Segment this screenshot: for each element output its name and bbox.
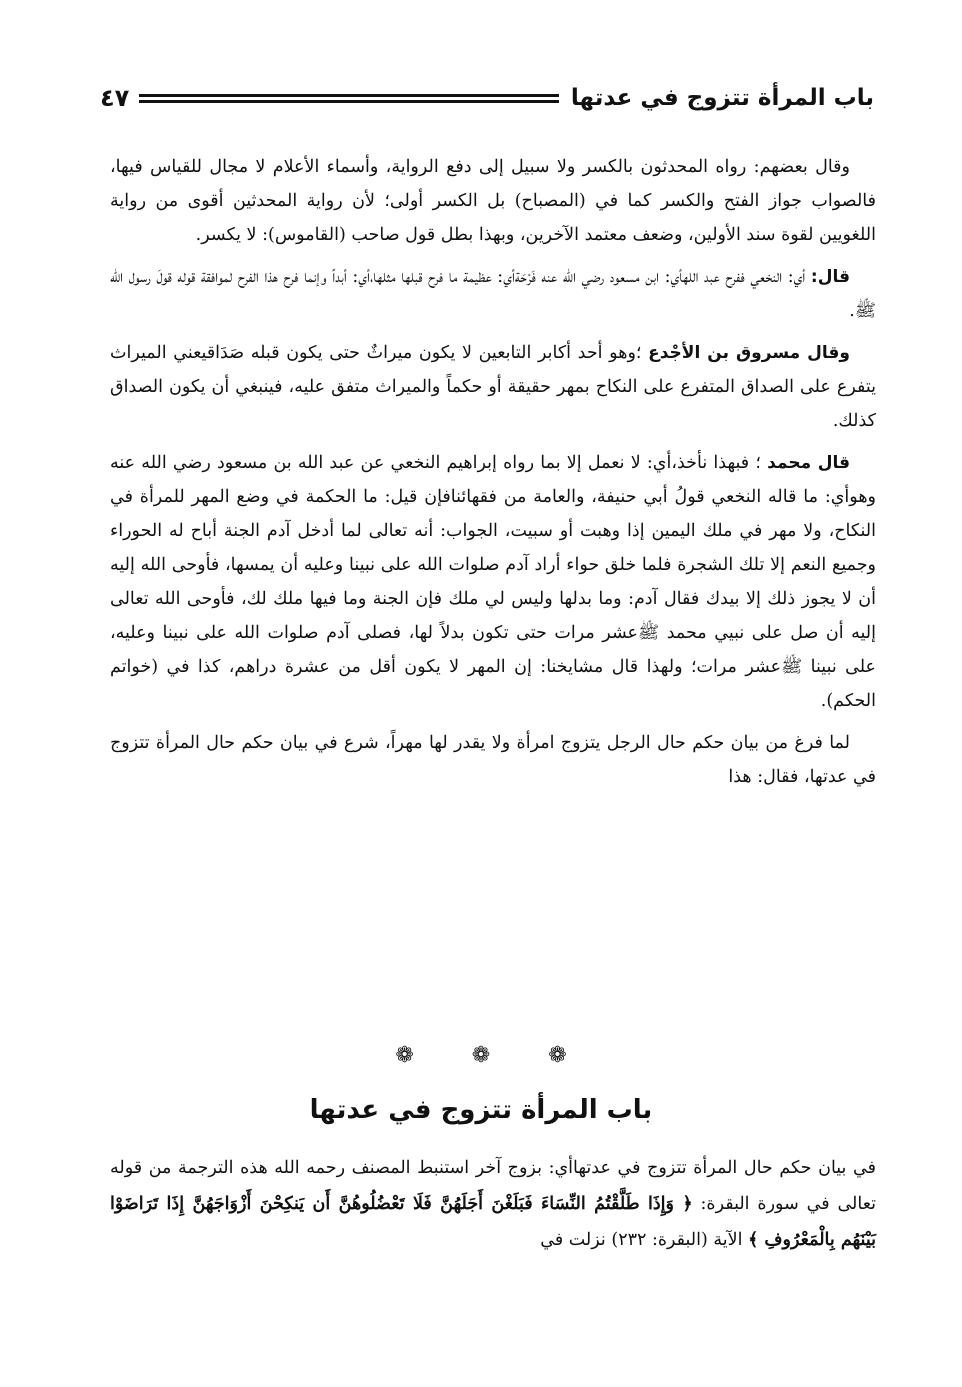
- paragraph-1: [110, 150, 876, 252]
- page-number: ٤٧: [100, 84, 130, 112]
- chapter-intro-end: الآية (البقرة: ٢٣٢) نزلت في: [540, 1230, 749, 1250]
- chapter-intro: [110, 1150, 876, 1258]
- paragraph-5: [110, 726, 876, 794]
- ornament-star-icon: ❁: [395, 1043, 414, 1068]
- quran-verse: ﴿ وَإِذَا طَلَّقْتُمُ النِّسَاءَ فَبَلَغْنَ أَجَلَهُنَّ فَلَا تَعْضُلُوهُنَّ أَن يَنكِحْنَ أَزْوَاجَهُنَّ إِذَا تَرَاضَوْا بَيْنَهُم بِالْمَعْرُوفِ ﴾: [110, 1194, 876, 1250]
- section-separator: [0, 1043, 962, 1069]
- paragraph-2: [110, 260, 876, 328]
- paragraph-4-lead: قال محمد: [767, 453, 850, 473]
- main-text: [110, 150, 876, 794]
- paragraph-4-text: ؛ فبهذا نأخذ،أي: لا نعمل إلا بما رواه إبراهيم النخعي عن عبد الله بن مسعود رضي الله عنه وهوأي: ما قاله النخعي قولُ أبي حنيفة، والعامة من فقهائنافإن قيل: ما الحكمة في وضع المهر للمرأة في النكاح، ولا مهر في ملك اليمين إذا وهبت أو سبيت، الجواب: أنه تعالى لما أدخل آدم الجنة أباح له الحوراء وجميع النعم إلا تلك الشجرة فلما خلق حواء أراد آدم صلوات الله على نبينا وعليه أن يمسها، فأوحى الله إليه أن لا يجوز ذلك إلا بيدك فقال آدم: وما بدلها وليس لي ملك فإن الجنة وما فيها ملك لك، فأوحى الله تعالى إليه أن صل على نبيي محمد ﷺعشر مرات حتى تكون بدلاً لها، فصلى آدم صلوات الله على نبينا وعليه، على نبينا ﷺعشر مرات؛ ولهذا قال مشايخنا: إن المهر لا يكون أقل من عشرة دراهم، كذا في (خواتم الحكم).: [110, 453, 877, 711]
- paragraph-1-text: وقال بعضهم: رواه المحدثون بالكسر ولا سبيل إلى دفع الرواية، وأسماء الأعلام لا مجال للقياس فيها، فالصواب جواز الفتح والكسر كما في (المصباح) بل الكسر أولى؛ لأن رواية المحدثين أقوى من رواية اللغويين لقوة سند الأولين، وضعف معتمد الآخرين، وبهذا بطل قول صاحب (القاموس): لا يكسر.: [110, 157, 876, 245]
- running-header: [100, 78, 874, 118]
- paragraph-4: [110, 446, 876, 718]
- paragraph-2-text: أي: النخعي ففرح عبد اللهأي: ابن مسعود رضي الله عنه فَرْحَةأي: عظيمة ما فرح قبلها مثلها،أي: أبداً وإنما فرح هذا الفرح لموافقة قوله قولَ رسول الله ﷺ.: [110, 267, 876, 321]
- paragraph-3-lead: وقال مسروق بن الأجْدع: [648, 343, 850, 363]
- header-rule: [139, 94, 559, 103]
- header-title: باب المرأة تتزوج في عدتها: [570, 85, 874, 111]
- ornament-star-icon: ❁: [548, 1043, 567, 1068]
- chapter-intro-text: في بيان حكم حال المرأة تتزوج في عدتهاأي: بزوج آخر استنبط المصنف رحمه الله هذه الترجمة من قوله تعالى في سورة البقرة:: [110, 1158, 877, 1214]
- paragraph-5-text: لما فرغ من بيان حكم حال الرجل يتزوج امرأة ولا يقدر لها مهراً، شرع في بيان حكم حال المرأة تتزوج في عدتها، فقال: هذا: [110, 733, 876, 787]
- paragraph-3-text: ؛وهو أحد أكابر التابعين لا يكون ميراثٌ حتى يكون قبله صَدَاقيعني الميراث يتفرع على الصداق المتفرع على النكاح بمهر حقيقة أو حكماً والميراث متفق عليه، فينبغي أن يكون الصداق كذلك.: [110, 343, 876, 431]
- paragraph-3: [110, 336, 876, 438]
- ornament-star-icon: ❁: [471, 1043, 491, 1068]
- paragraph-2-lead: قال:: [810, 267, 850, 287]
- chapter-title: باب المرأة تتزوج في عدتها: [309, 1095, 653, 1125]
